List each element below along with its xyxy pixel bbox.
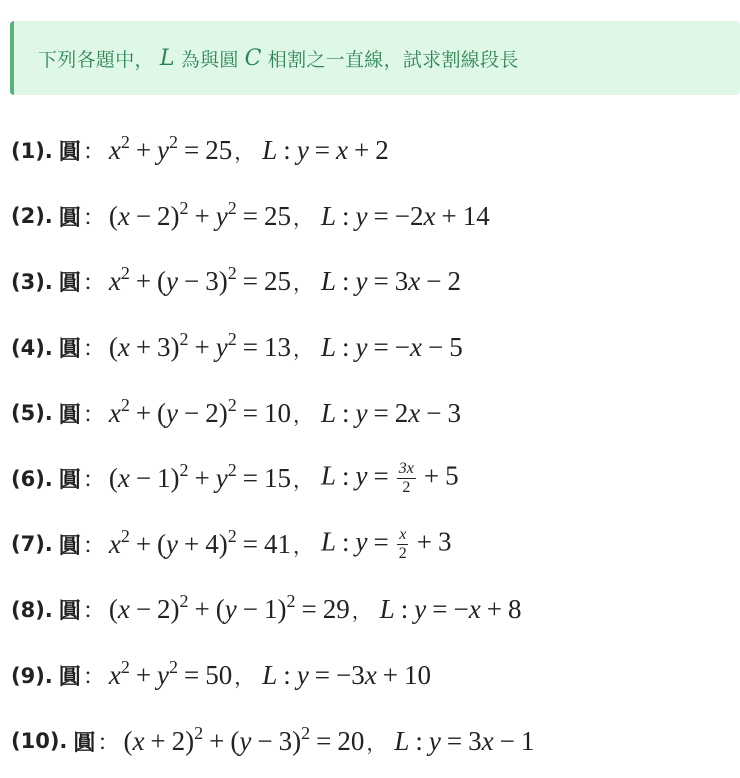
instruction-text-before: 下列各題中， <box>38 48 154 71</box>
line-equation: L : y = −x + 8 <box>379 594 522 625</box>
problem-item <box>11 512 736 578</box>
circle-equation: $x^2 + (y - 2)^2 = 10$ <box>108 394 291 428</box>
circle-label: 圓 <box>58 271 81 297</box>
circle-label: 圓 <box>73 730 96 756</box>
circle-label: 圓 <box>58 665 81 691</box>
circle-equation: $(x - 1)^2 + y^2 = 15$ <box>108 460 291 494</box>
problem-number: (8). <box>11 597 53 622</box>
colon: ： <box>82 140 105 166</box>
problem-item <box>11 118 736 184</box>
separator: ， <box>234 665 255 690</box>
circle-equation: $(x - 2)^2 + y^2 = 25$ <box>108 197 291 231</box>
separator: ， <box>293 271 313 296</box>
circle-equation: $(x + 3)^2 + y^2 = 13$ <box>108 329 291 363</box>
problem-item <box>11 643 736 709</box>
problem-list <box>11 118 736 774</box>
separator: ， <box>293 402 313 427</box>
separator: ， <box>293 468 313 493</box>
instruction-callout <box>10 21 740 95</box>
circle-equation: $x^2 + y^2 = 25$ <box>108 132 233 166</box>
problem-number: (6). <box>11 466 53 491</box>
instruction-var-C: C <box>244 45 262 71</box>
fraction: $\frac{x}{2}$ <box>398 525 407 562</box>
circle-equation: $(x + 2)^2 + (y - 3)^2 = 20$ <box>123 722 365 756</box>
problem-item <box>11 315 736 381</box>
problem-number: (9). <box>11 663 53 688</box>
problem-item <box>11 249 736 315</box>
colon: ： <box>82 337 105 363</box>
line-equation: L : y = $\frac{x}{2}$ + 3 <box>321 525 452 562</box>
problem-number: (5). <box>11 401 53 426</box>
line-equation: L : y = x + 2 <box>262 135 389 166</box>
line-equation: L : y = −2x + 14 <box>321 200 490 231</box>
problem-number: (1). <box>11 138 53 163</box>
instruction-var-L: L <box>159 45 175 71</box>
colon: ： <box>82 402 105 428</box>
problem-number: (3). <box>11 269 53 294</box>
instruction-text-after: 相割之一直線，試求割線段長 <box>267 48 519 71</box>
problem-number: (2). <box>11 204 53 229</box>
colon: ： <box>82 533 105 559</box>
circle-equation: $x^2 + (y + 4)^2 = 41$ <box>108 525 291 559</box>
circle-equation: $x^2 + y^2 = 50$ <box>108 657 233 691</box>
circle-equation: $x^2 + (y - 3)^2 = 25$ <box>108 263 291 297</box>
line-equation: L : y = −3x + 10 <box>262 660 431 691</box>
problem-number: (4). <box>11 335 53 360</box>
problem-number: (7). <box>11 532 53 557</box>
separator: ， <box>366 730 387 755</box>
fraction: $\frac{3x}{2}$ <box>398 460 414 497</box>
colon: ： <box>82 599 105 625</box>
circle-label: 圓 <box>58 205 81 231</box>
circle-equation: $(x - 2)^2 + (y - 1)^2 = 29$ <box>108 591 350 625</box>
circle-label: 圓 <box>58 140 81 166</box>
colon: ： <box>82 665 105 691</box>
colon: ： <box>97 730 120 756</box>
separator: ， <box>234 140 255 165</box>
separator: ， <box>293 337 313 362</box>
line-equation: L : y = −x − 5 <box>321 332 463 363</box>
instruction-text-middle: 為與圓 <box>180 48 239 71</box>
line-equation: L : y = 3x − 2 <box>321 266 461 297</box>
colon: ： <box>82 468 105 494</box>
circle-label: 圓 <box>58 402 81 428</box>
problem-item <box>11 708 736 774</box>
problem-item <box>11 184 736 250</box>
colon: ： <box>82 205 105 231</box>
line-equation: L : y = 3x − 1 <box>394 725 535 756</box>
line-equation: L : y = $\frac{3x}{2}$ + 5 <box>321 460 459 497</box>
separator: ， <box>293 205 313 230</box>
problem-item <box>11 446 736 512</box>
problem-item <box>11 577 736 643</box>
circle-label: 圓 <box>58 599 81 625</box>
circle-label: 圓 <box>58 468 81 494</box>
line-equation: L : y = 2x − 3 <box>321 397 461 428</box>
separator: ， <box>351 599 372 624</box>
colon: ： <box>82 271 105 297</box>
circle-label: 圓 <box>58 533 81 559</box>
problem-number: (10). <box>11 729 68 754</box>
separator: ， <box>293 533 313 558</box>
circle-label: 圓 <box>58 337 81 363</box>
problem-item <box>11 380 736 446</box>
